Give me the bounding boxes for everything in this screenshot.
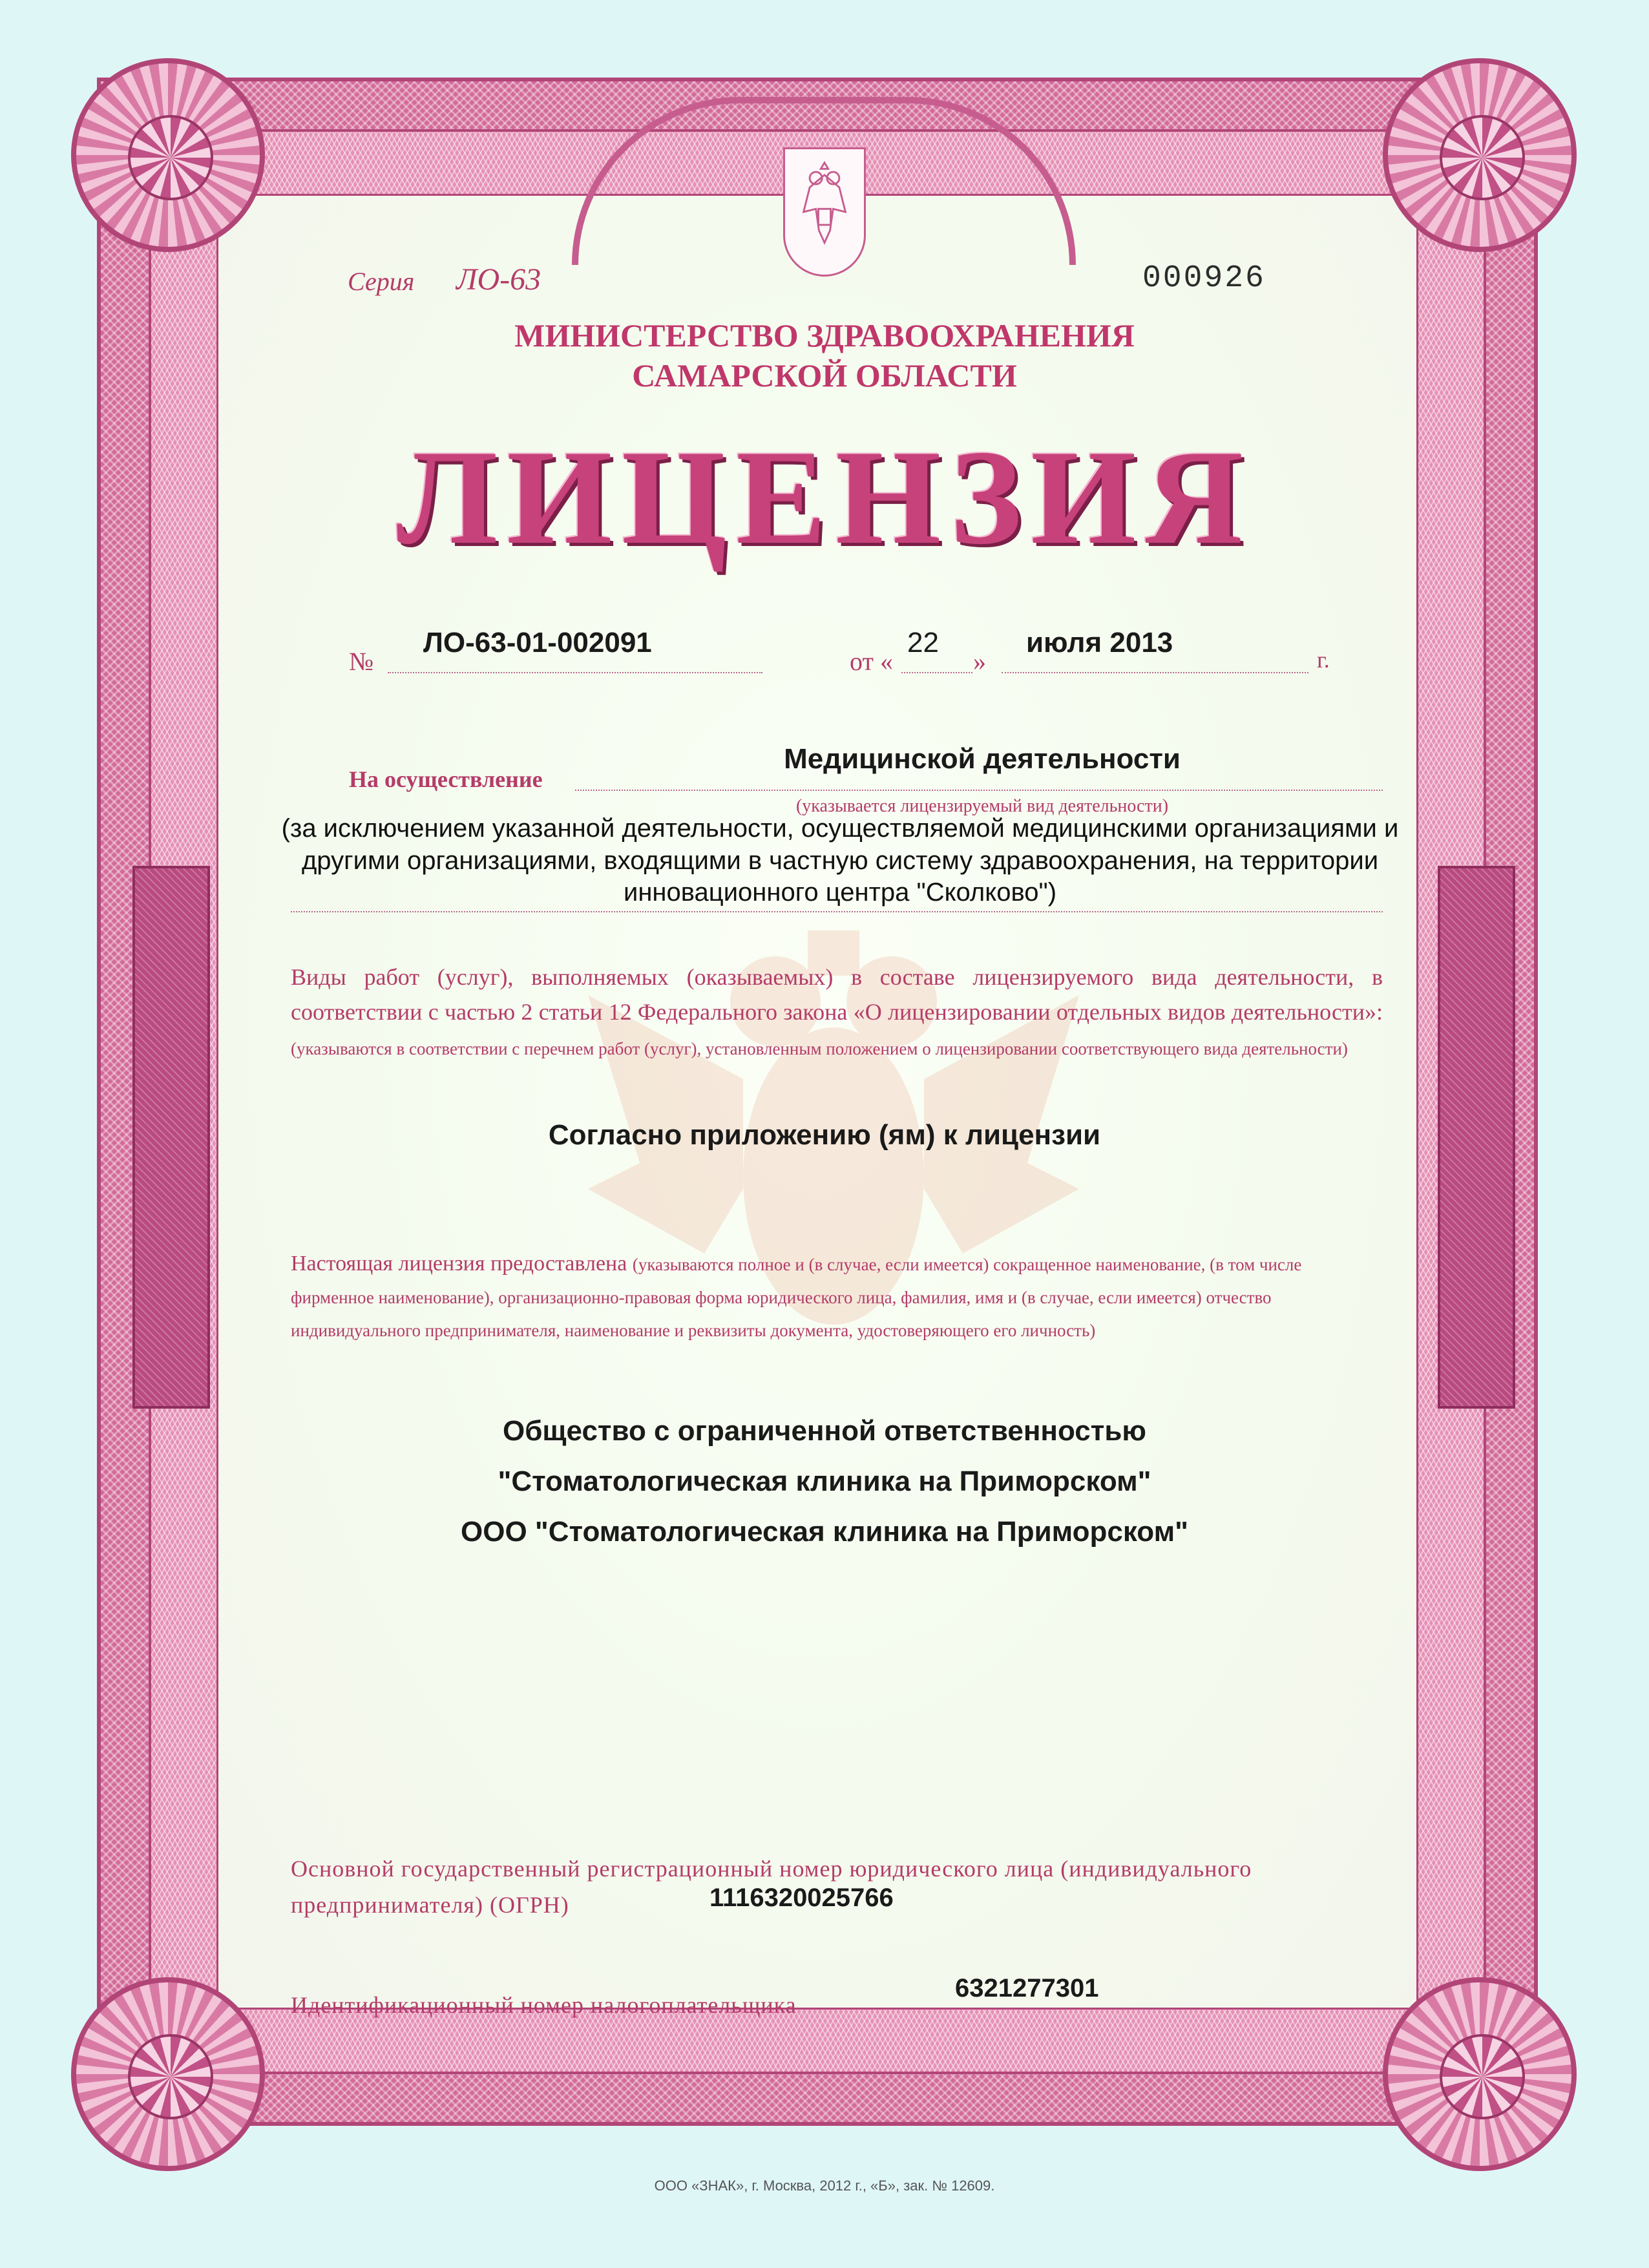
date-mid: » (973, 647, 986, 676)
activity-label: На осуществление (349, 766, 543, 792)
corner-rosette-icon (1383, 58, 1577, 252)
holder-line2: "Стоматологическая клиника на Приморском" (498, 1465, 1151, 1497)
number-underline (388, 672, 762, 673)
printer-imprint: ООО «ЗНАК», г. Москва, 2012 г., «Б», зак. № 12609. (654, 2178, 995, 2194)
holder-line3: ООО "Стоматологическая клиника на Приморском" (461, 1516, 1188, 1548)
activity-value: Медицинской деятельности (784, 743, 1181, 775)
seria-value: ЛО-63 (456, 262, 541, 297)
extension-underline (291, 911, 1383, 912)
granted-description (291, 1247, 1383, 1346)
corner-rosette-icon (1383, 1977, 1577, 2171)
seria-label: Серия (348, 267, 415, 296)
inn-value: 6321277301 (955, 1974, 1099, 2002)
corner-rosette-icon (71, 1977, 265, 2171)
date-prefix: от « (850, 647, 893, 676)
ogrn-value: 1116320025766 (709, 1884, 894, 1912)
activity-extension: (за исключением указанной деятельности, осуществляемой медицинскими организациями и другими организациями, входящими в частную систему здравоохранения, на территории инновационного центра "Сколково") (281, 814, 1399, 907)
ogrn-label: Основной государственный регистрационный номер юридического лица (индивидуального предпринимателя) (ОГРН) (291, 1856, 1252, 1918)
works-text: Виды работ (услуг), выполняемых (оказываемых) в составе лицензируемого вида деятельности, в соответствии с частью 2 статьи 12 Федерального закона «О лицензировании отдельных видов деятельности»: (291, 964, 1383, 1025)
holder-line1: Общество с ограниченной ответственностью (503, 1415, 1146, 1447)
license-number-value: ЛО-63-01-002091 (423, 627, 652, 658)
activity-underline (575, 790, 1383, 791)
form-number: 000926 (1142, 261, 1266, 296)
day-underline (901, 672, 972, 673)
document-title: ЛИЦЕНЗИЯ (396, 423, 1253, 572)
month-underline (1002, 672, 1308, 673)
inn-label: Идентификационный номер налогоплательщика (291, 1992, 797, 2018)
granted-text: Настоящая лицензия предоставлена (291, 1252, 627, 1276)
ministry-title-line2: САМАРСКОЙ ОБЛАСТИ (632, 357, 1017, 394)
works-note: (указываются в соответствии с перечнем работ (услуг), установленным положением о лицензировании соответствующего вида деятельности) (291, 1039, 1348, 1058)
license-number-label: № (349, 647, 374, 676)
corner-rosette-icon (71, 58, 265, 252)
date-suffix: г. (1317, 647, 1330, 673)
license-day-value: 22 (907, 627, 939, 658)
coat-of-arms-icon (783, 147, 866, 277)
activity-hint: (указывается лицензируемый вид деятельности) (795, 796, 1169, 816)
ministry-title-line1: МИНИСТЕРСТВО ЗДРАВООХРАНЕНИЯ (514, 317, 1135, 353)
works-value: Согласно приложению (ям) к лицензии (548, 1119, 1101, 1151)
granted-note: (указываются полное и (в случае, если имеется) сокращенное наименование, (в том числе фирменное наименование), организационно-правовая форма юридического лица, фамилия, имя и (в случае, если имеется) отчество индивидуального предпринимателя, наименование и реквизиты документа, удостоверяющего его личность) (291, 1255, 1302, 1340)
works-description (291, 960, 1383, 1064)
license-month-year-value: июля 2013 (1026, 627, 1173, 658)
